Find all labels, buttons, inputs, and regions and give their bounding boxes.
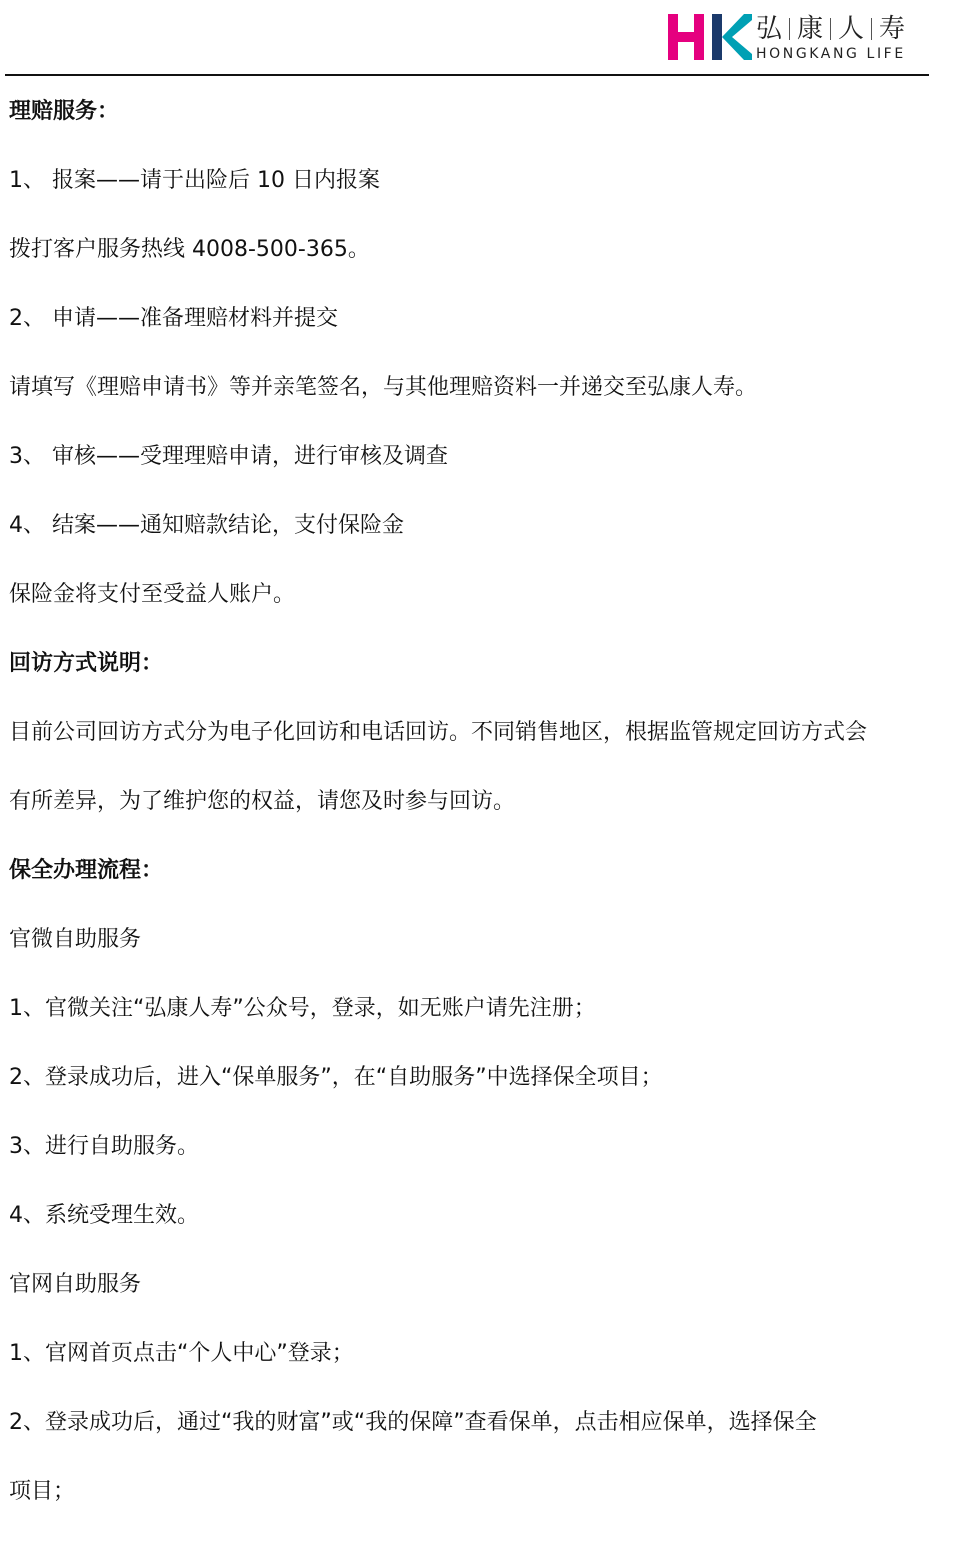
section-heading-claims: 理赔服务： xyxy=(9,99,120,124)
logo-char: 寿 xyxy=(879,14,906,44)
claims-payment-note: 保险金将支付至受益人账户。 xyxy=(9,582,296,607)
wechat-step-4: 4、系统受理生效。 xyxy=(9,1203,199,1228)
page-header xyxy=(0,0,955,76)
logo-char: 弘 xyxy=(756,14,783,44)
claims-step-4: 4、 结案——通知赔款结论，支付保险金 xyxy=(9,513,404,538)
logo-divider xyxy=(789,18,790,40)
document-body xyxy=(9,92,929,1541)
wechat-step-3: 3、进行自助服务。 xyxy=(9,1134,199,1159)
logo-char: 人 xyxy=(838,14,865,44)
claims-step-3: 3、 审核——受理理赔申请，进行审核及调查 xyxy=(9,444,448,469)
section-heading-preservation: 保全办理流程： xyxy=(9,858,164,883)
logo-divider xyxy=(871,18,872,40)
logo-divider xyxy=(830,18,831,40)
header-divider xyxy=(5,74,929,76)
claims-step-1: 1、 报案——请于出险后 10 日内报案 xyxy=(9,168,380,193)
wechat-step-1: 1、官微关注“弘康人寿”公众号，登录，如无账户请先注册； xyxy=(9,996,596,1021)
callback-paragraph-line-1: 目前公司回访方式分为电子化回访和电话回访。不同销售地区，根据监管规定回访方式会 xyxy=(9,720,868,745)
website-service-title: 官网自助服务 xyxy=(9,1272,142,1297)
callback-paragraph-line-2: 有所差异，为了维护您的权益，请您及时参与回访。 xyxy=(9,789,516,814)
claims-hotline: 拨打客户服务热线 4008-500-365。 xyxy=(9,237,370,262)
hongkang-logo xyxy=(668,12,928,64)
logo-chinese-name xyxy=(756,14,905,44)
hk-logo-mark-icon xyxy=(668,12,752,62)
wechat-service-title: 官微自助服务 xyxy=(9,927,142,952)
claims-step-2: 2、 申请——准备理赔材料并提交 xyxy=(9,306,338,331)
claims-step-2-detail: 请填写《理赔申请书》等并亲笔签名，与其他理赔资料一并递交至弘康人寿。 xyxy=(9,375,758,400)
website-step-2: 2、登录成功后，通过“我的财富”或“我的保障”查看保单，点击相应保单，选择保全 xyxy=(9,1410,817,1435)
wechat-step-2: 2、登录成功后，进入“保单服务”，在“自助服务”中选择保全项目； xyxy=(9,1065,663,1090)
website-step-2-continued: 项目； xyxy=(9,1479,76,1504)
logo-english-name: HONGKANG LIFE xyxy=(756,46,906,62)
section-heading-callback: 回访方式说明： xyxy=(9,651,164,676)
logo-char: 康 xyxy=(797,14,824,44)
website-step-1: 1、官网首页点击“个人中心”登录； xyxy=(9,1341,354,1366)
